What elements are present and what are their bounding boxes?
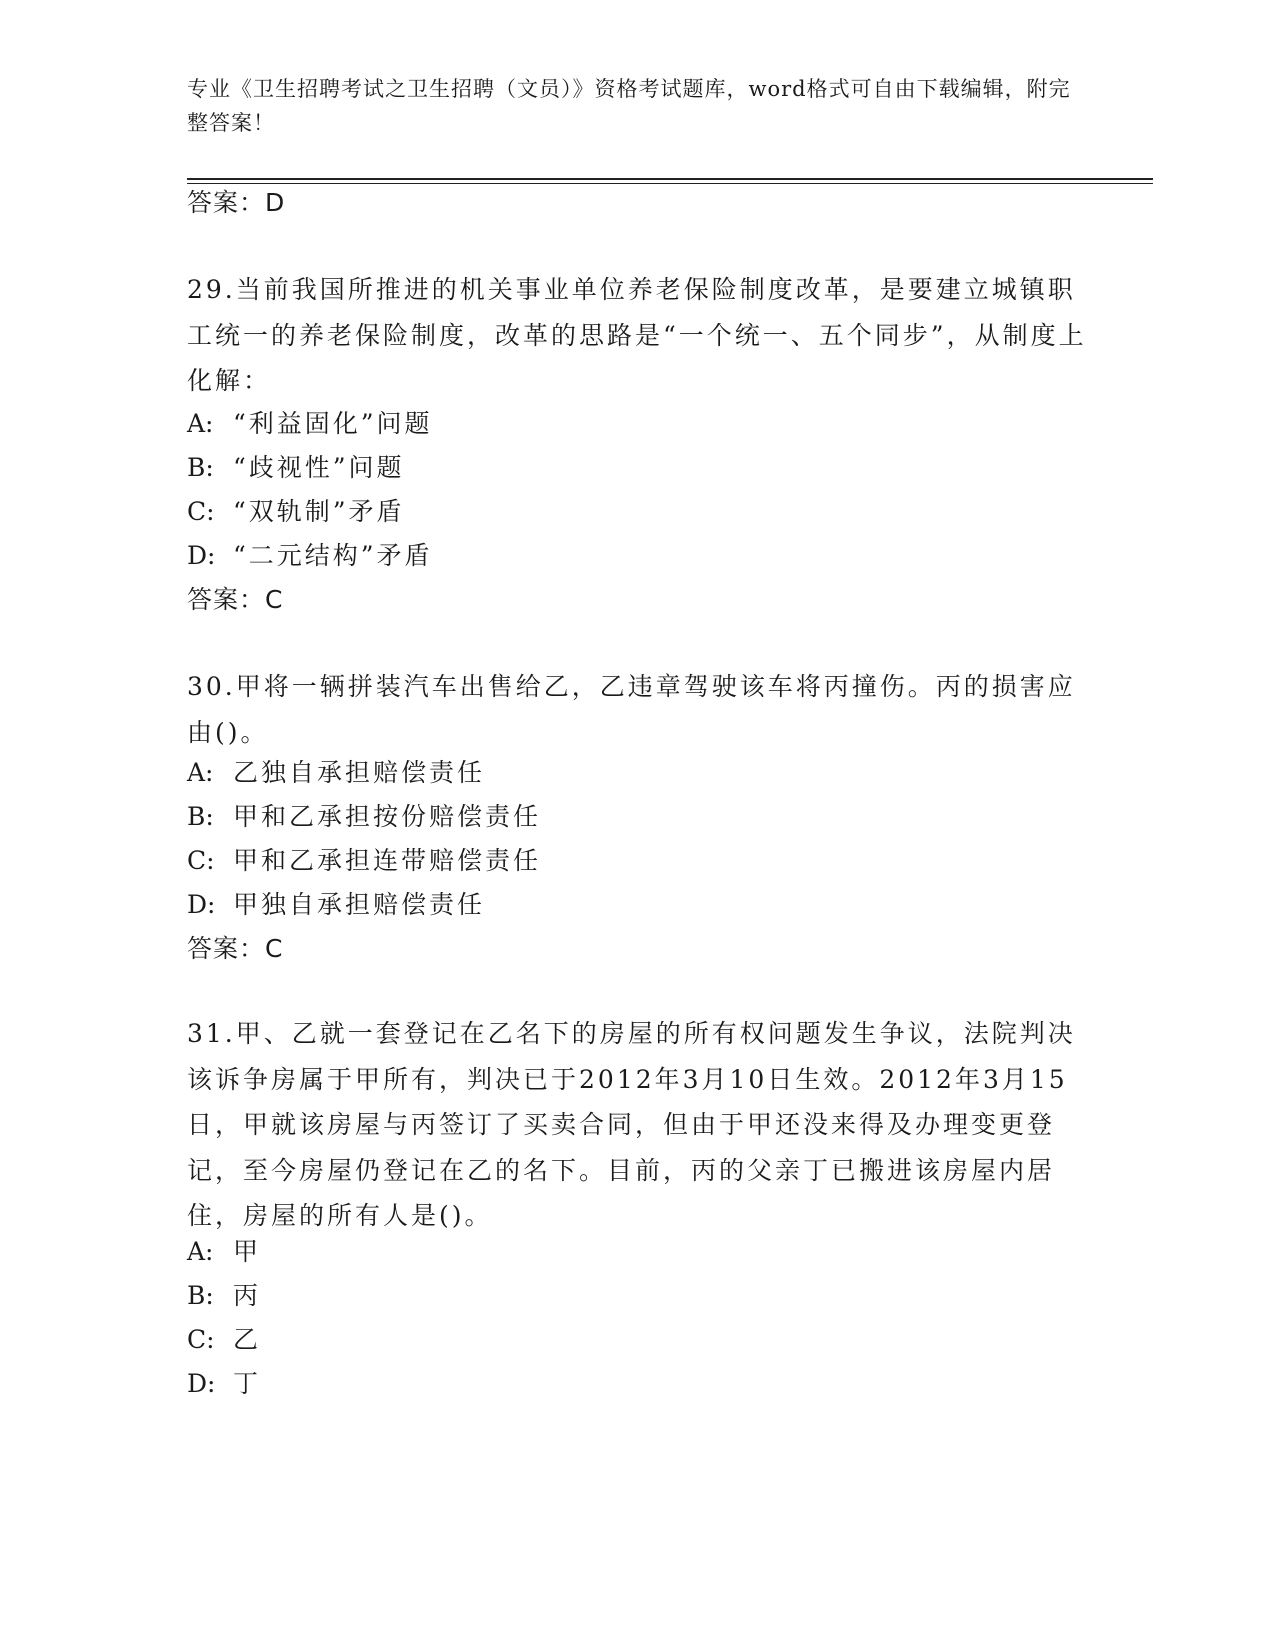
option-label: D:: [187, 1369, 216, 1398]
question-30-option-d: [187, 890, 485, 920]
document-header: 专业《卫生招聘考试之卫生招聘（文员）》资格考试题库，word格式可自由下载编辑，附完整答案！: [187, 77, 1071, 135]
header-divider-thin: [187, 183, 1153, 184]
option-label: B:: [187, 1281, 214, 1310]
option-text: “双轨制”矛盾: [233, 497, 405, 526]
option-label: C:: [187, 497, 215, 526]
question-30-text: 30.甲将一辆拼装汽车出售给乙，乙违章驾驶该车将丙撞伤。丙的损害应由()。: [187, 672, 1076, 747]
question-29-option-c: [187, 497, 405, 527]
question-29-text: 29.当前我国所推进的机关事业单位养老保险制度改革，是要建立城镇职工统一的养老保险制度，改革的思路是“一个统一、五个同步”，从制度上化解：: [187, 275, 1087, 395]
question-29-option-b: [187, 453, 405, 483]
option-label: C:: [187, 1325, 215, 1354]
header-divider: [187, 178, 1153, 180]
prev-answer: 答案：D: [187, 188, 286, 217]
question-30-answer: 答案：C: [187, 934, 284, 963]
option-label: A:: [187, 409, 214, 438]
option-text: 丁: [233, 1369, 262, 1398]
question-30-option-a: [187, 758, 485, 788]
option-label: D:: [187, 541, 216, 570]
option-label: B:: [187, 453, 214, 482]
option-label: C:: [187, 846, 215, 875]
option-text: 乙独自承担赔偿责任: [233, 758, 486, 787]
option-text: 乙: [233, 1325, 262, 1354]
option-label: B:: [187, 802, 214, 831]
option-label: D:: [187, 890, 216, 919]
question-29-answer: 答案：C: [187, 585, 284, 614]
option-text: 甲和乙承担连带赔偿责任: [233, 846, 542, 875]
question-31-option-a: [187, 1237, 261, 1267]
question-31-text: 31.甲、乙就一套登记在乙名下的房屋的所有权问题发生争议，法院判决该诉争房属于甲所有，判决已于2012年3月10日生效。2012年3月15日，甲就该房屋与丙签订了买卖合同，但由于甲还没来得及办理变更登记，至今房屋仍登记在乙的名下。目前，丙的父亲丁已搬进该房屋内居住，房屋的所有人是()。: [187, 1019, 1076, 1230]
question-31-option-c: [187, 1325, 261, 1355]
option-text: 甲: [233, 1237, 262, 1266]
option-text: 丙: [233, 1281, 262, 1310]
option-text: 甲独自承担赔偿责任: [233, 890, 486, 919]
question-31-option-b: [187, 1281, 261, 1311]
question-30-option-c: [187, 846, 541, 876]
option-text: “歧视性”问题: [233, 453, 405, 482]
option-label: A:: [187, 1237, 214, 1266]
question-29-option-d: [187, 541, 433, 571]
option-text: “利益固化”问题: [233, 409, 433, 438]
option-label: A:: [187, 758, 214, 787]
question-29-option-a: [187, 409, 433, 439]
question-31-option-d: [187, 1369, 261, 1399]
option-text: “二元结构”矛盾: [233, 541, 433, 570]
question-30-option-b: [187, 802, 541, 832]
option-text: 甲和乙承担按份赔偿责任: [233, 802, 542, 831]
